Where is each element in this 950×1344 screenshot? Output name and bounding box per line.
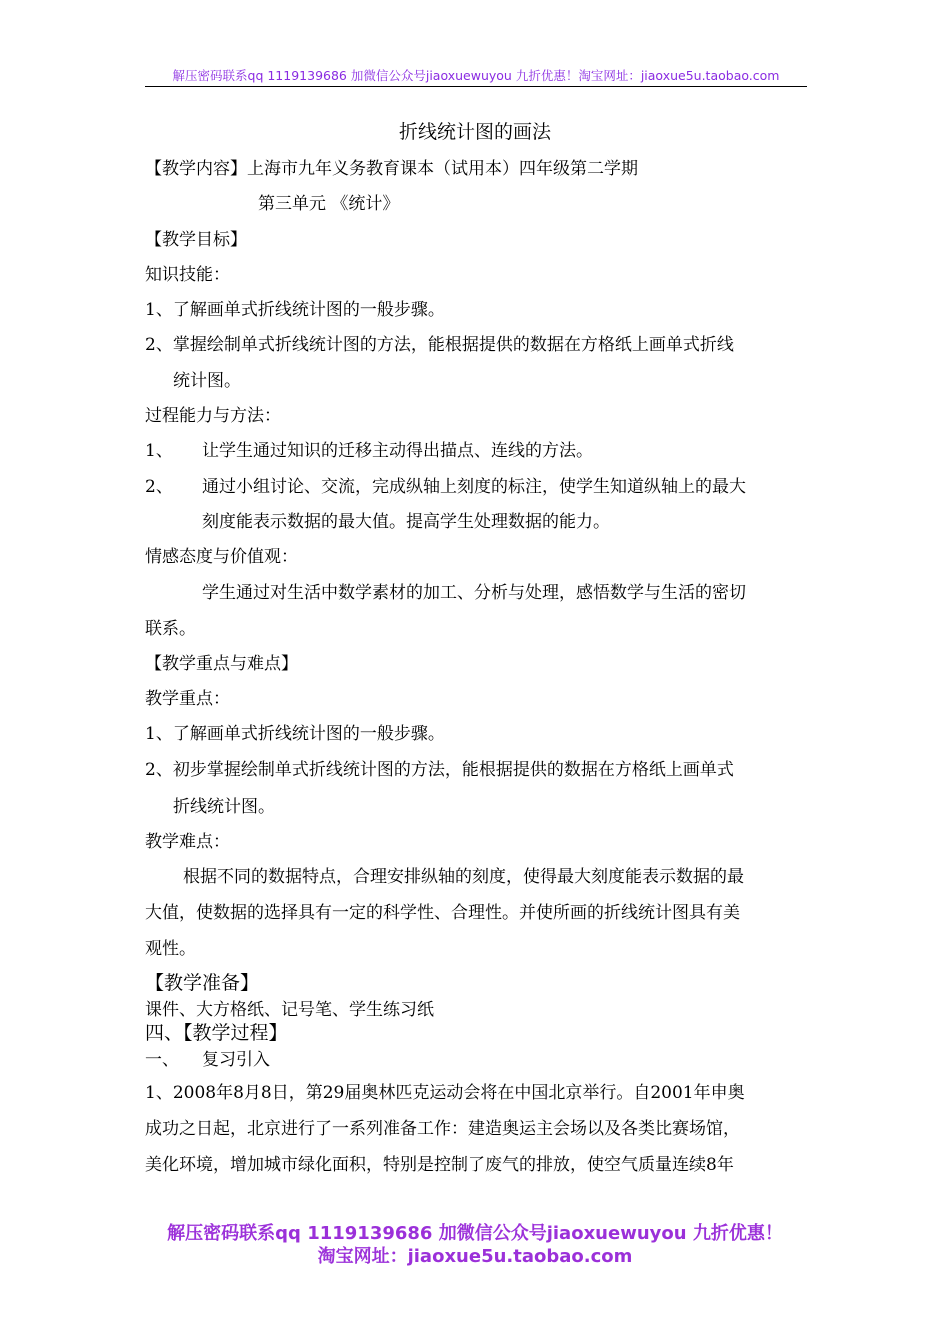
knowledge-skills-heading: 知识技能： — [145, 265, 230, 285]
preparation-heading: 【教学准备】 — [145, 972, 260, 994]
olympic-paragraph-2: 成功之日起，北京进行了一系列准备工作：建造奥运主会场以及各类比赛场馆， — [145, 1119, 740, 1139]
unit-line: 第三单元 《统计》 — [258, 194, 400, 214]
teaching-content-line: 【教学内容】上海市九年义务教育课本（试用本）四年级第二学期 — [145, 159, 638, 179]
section-goals-heading: 【教学目标】 — [145, 230, 247, 250]
process-item-2: 通过小组讨论、交流，完成纵轴上刻度的标注，使学生知道纵轴上的最大 — [202, 477, 746, 497]
document-title: 折线统计图的画法 — [398, 121, 551, 143]
key-item-2-cont: 折线统计图。 — [173, 797, 275, 817]
process-item-2-cont: 刻度能表示数据的最大值。提高学生处理数据的能力。 — [202, 512, 610, 532]
difficulty-heading: 教学难点： — [145, 832, 230, 852]
footer-watermark-line2: 淘宝网址：jiaoxue5u.taobao.com — [317, 1246, 633, 1267]
process-item-1: 让学生通过知识的迁移主动得出描点、连线的方法。 — [202, 441, 593, 461]
process-section-heading: 四、【教学过程】 — [145, 1022, 288, 1044]
difficulty-text-3: 观性。 — [145, 939, 196, 959]
knowledge-item-2-cont: 统计图。 — [173, 371, 241, 391]
process-item-2-number: 2、 — [145, 477, 173, 497]
key-item-1: 1、了解画单式折线统计图的一般步骤。 — [145, 724, 445, 744]
olympic-paragraph-1: 1、2008年8月8日，第29届奥林匹克运动会将在中国北京举行。自2001年申奥 — [145, 1083, 745, 1103]
olympic-paragraph-3: 美化环境，增加城市绿化面积，特别是控制了废气的排放，使空气质量连续8年 — [145, 1155, 734, 1175]
page-header-watermark: 解压密码联系qq 1119139686 加微信公众号jiaoxuewuyou 九折优惠！淘宝网址：jiaoxue5u.taobao.com — [145, 66, 807, 87]
attitude-text-cont: 联系。 — [145, 619, 196, 639]
knowledge-item-2: 2、掌握绘制单式折线统计图的方法，能根据提供的数据在方格纸上画单式折线 — [145, 335, 734, 355]
knowledge-item-1: 1、了解画单式折线统计图的一般步骤。 — [145, 300, 445, 320]
process-methods-heading: 过程能力与方法： — [145, 406, 281, 426]
footer-watermark-line1: 解压密码联系qq 1119139686 加微信公众号jiaoxuewuyou 九折优惠！ — [167, 1223, 783, 1244]
difficulty-text-1: 根据不同的数据特点，合理安排纵轴的刻度，使得最大刻度能表示数据的最 — [183, 867, 744, 887]
key-item-2: 2、初步掌握绘制单式折线统计图的方法，能根据提供的数据在方格纸上画单式 — [145, 760, 734, 780]
preparation-text: 课件、大方格纸、记号笔、学生练习纸 — [145, 1000, 434, 1020]
difficulty-text-2: 大值，使数据的选择具有一定的科学性、合理性。并使所画的折线统计图具有美 — [145, 903, 740, 923]
key-difficult-heading: 【教学重点与难点】 — [145, 654, 298, 674]
key-points-heading: 教学重点： — [145, 689, 230, 709]
attitude-values-heading: 情感态度与价值观： — [145, 547, 298, 567]
process-item-1-number: 1、 — [145, 441, 173, 461]
attitude-text: 学生通过对生活中数学素材的加工、分析与处理，感悟数学与生活的密切 — [202, 583, 746, 603]
review-number: 一、 — [145, 1050, 179, 1070]
review-heading: 复习引入 — [202, 1050, 270, 1070]
